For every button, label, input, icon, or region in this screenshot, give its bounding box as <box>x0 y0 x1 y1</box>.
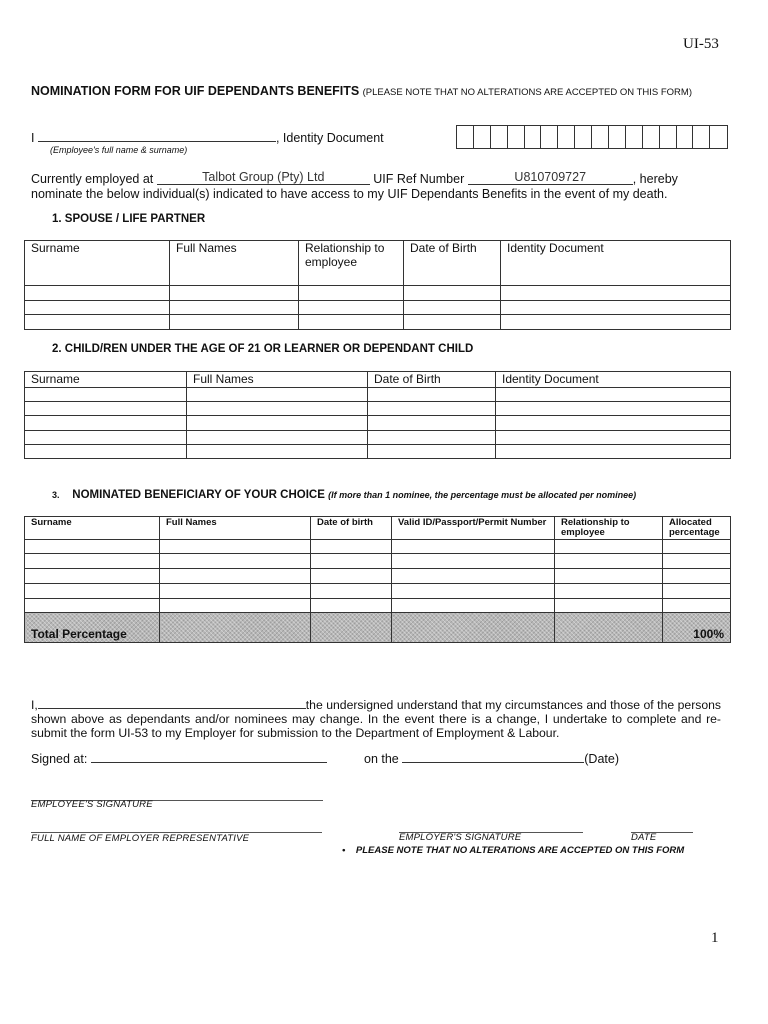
col-full-names: Full Names <box>170 241 299 286</box>
form-code: UI-53 <box>683 36 719 52</box>
table-row[interactable] <box>25 554 731 569</box>
uif-ref-field[interactable]: U810709727 <box>468 170 633 185</box>
col-identity-document: Identity Document <box>496 372 731 388</box>
employer-rep-name-label: FULL NAME OF EMPLOYER REPRESENTATIVE <box>31 833 250 844</box>
signed-on-line <box>364 752 619 766</box>
employee-name-prefix: I <box>31 131 35 145</box>
section3-note: (If more than 1 nominee, the percentage must be allocated per nominee) <box>328 490 637 500</box>
beneficiary-table <box>24 516 731 643</box>
col-surname: Surname <box>25 372 187 388</box>
table-row[interactable] <box>25 445 731 459</box>
signed-at-label: Signed at: <box>31 752 88 766</box>
form-title-note: (PLEASE NOTE THAT NO ALTERATIONS ARE ACCEPTED ON THIS FORM) <box>362 87 692 98</box>
date-signature-label: DATE <box>631 832 657 843</box>
employment-statement <box>31 172 731 201</box>
declaration-text-2: persons shown above as dependants and/or nominees may change. In the event there is a change, I undertake to complete and re-submit the form UI-53 to my Employer for submission to the Department of Employment & Labour. <box>31 698 721 740</box>
table-row[interactable] <box>25 599 731 613</box>
table-row[interactable] <box>25 416 731 431</box>
declaration-paragraph <box>31 698 721 740</box>
total-percentage-row <box>25 613 731 643</box>
col-date-of-birth: Date of Birth <box>368 372 496 388</box>
nomination-statement: nominate the below individual(s) indicated to have access to my UIF Dependants Benefits in the event of my death. <box>31 187 668 201</box>
table-row[interactable] <box>25 584 731 599</box>
employer-signature-label: EMPLOYER'S SIGNATURE <box>399 832 522 843</box>
uif-ref-label: UIF Ref Number <box>373 172 465 186</box>
spouse-table <box>24 240 731 330</box>
table-row[interactable] <box>25 301 731 315</box>
col-id-passport-number: Valid ID/Passport/Permit Number <box>392 517 555 540</box>
declaration-prefix: I, <box>31 698 38 712</box>
employer-name-field[interactable]: Talbot Group (Pty) Ltd <box>157 170 370 185</box>
table-row[interactable] <box>25 540 731 554</box>
table-row[interactable] <box>25 286 731 301</box>
table-row[interactable] <box>25 431 731 445</box>
section3-heading <box>52 489 636 501</box>
declaration-text-1: the undersigned understand that my circumstances and those of the <box>305 698 675 712</box>
form-title <box>31 84 731 100</box>
form-title-bold: NOMINATION FORM FOR UIF DEPENDANTS BENEFITS <box>31 84 360 98</box>
identity-document-label: , Identity Document <box>275 131 384 145</box>
total-percentage-label: Total Percentage <box>31 627 127 641</box>
employee-name-hint: (Employee's full name & surname) <box>50 145 188 155</box>
signed-at-field[interactable] <box>91 762 327 763</box>
declaration-name-field[interactable] <box>38 708 306 709</box>
identity-document-boxes[interactable] <box>456 125 728 149</box>
employee-signature-label: EMPLOYEE'S SIGNATURE <box>31 799 153 810</box>
col-relationship: Relationship to employee <box>555 517 663 540</box>
col-date-of-birth: Date of Birth <box>404 241 501 286</box>
signed-date-field[interactable] <box>402 762 584 763</box>
bottom-note <box>342 845 684 856</box>
table-row[interactable] <box>25 402 731 416</box>
table-row[interactable] <box>25 388 731 402</box>
table-row[interactable] <box>25 315 731 330</box>
col-allocated-percentage: Allocated percentage <box>663 517 731 540</box>
employed-at-label: Currently employed at <box>31 172 154 186</box>
hereby-text: , hereby <box>632 172 678 186</box>
employee-name-field[interactable] <box>38 141 276 142</box>
col-surname: Surname <box>25 517 160 540</box>
col-identity-document: Identity Document <box>501 241 731 286</box>
signed-date-label: (Date) <box>584 752 619 766</box>
col-full-names: Full Names <box>187 372 368 388</box>
table-row[interactable] <box>25 569 731 584</box>
col-relationship: Relationship to employee <box>299 241 404 286</box>
signed-on-label: on the <box>364 752 399 766</box>
col-date-of-birth: Date of birth <box>311 517 392 540</box>
section1-heading: 1. SPOUSE / LIFE PARTNER <box>52 213 206 225</box>
employee-name-line <box>31 131 384 145</box>
col-full-names: Full Names <box>160 517 311 540</box>
signed-at-line <box>31 752 327 766</box>
section3-title: NOMINATED BENEFICIARY OF YOUR CHOICE <box>72 489 325 501</box>
page-number: 1 <box>711 930 719 946</box>
section3-number: 3. <box>52 490 60 500</box>
children-table <box>24 371 731 459</box>
section2-heading: 2. CHILD/REN UNDER THE AGE OF 21 OR LEARNER OR DEPENDANT CHILD <box>52 343 474 355</box>
col-surname: Surname <box>25 241 170 286</box>
bullet-icon: • <box>342 845 346 856</box>
bottom-note-text: PLEASE NOTE THAT NO ALTERATIONS ARE ACCEPTED ON THIS FORM <box>355 845 685 856</box>
total-percentage-value: 100% <box>693 627 724 641</box>
